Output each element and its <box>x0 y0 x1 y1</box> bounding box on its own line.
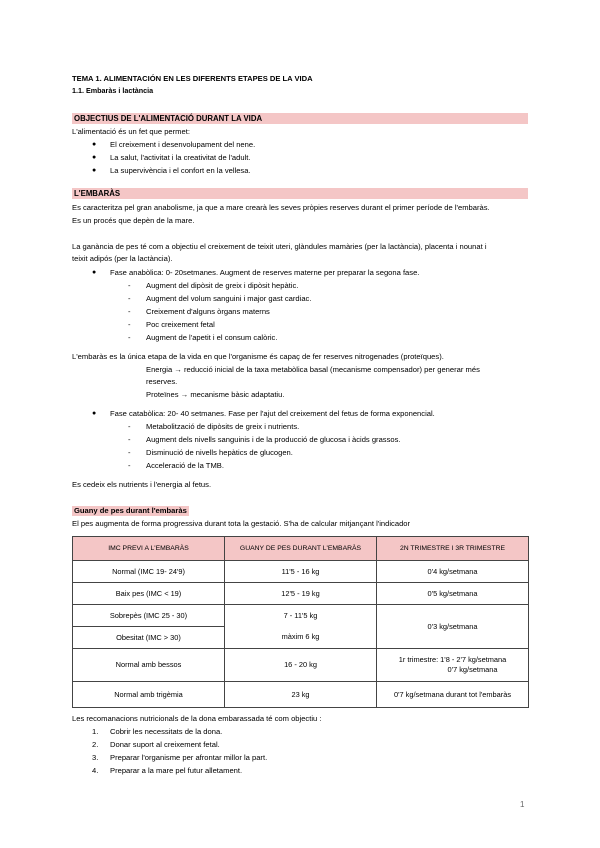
dash-icon: - <box>128 320 131 329</box>
paragraph-line: teixit adipós (per la lactància). <box>72 254 173 263</box>
dash-icon: - <box>128 294 131 303</box>
table-cell: Normal amb trigèmia <box>73 682 225 708</box>
table-cell: Obesitat (IMC > 30) <box>73 627 225 649</box>
dash-icon: - <box>128 333 131 342</box>
objectius-intro: L'alimentació és un fet que permet: <box>72 127 190 136</box>
dash-icon: - <box>128 435 131 444</box>
dash-icon: - <box>128 307 131 316</box>
energia-line: reserves. <box>146 377 178 386</box>
energia-line: Energia → reducció inicial de la taxa metabòlica basal (mecanisme compensador) per generar més <box>146 365 480 374</box>
list-item: Poc creixement fetal <box>146 320 215 329</box>
table-row <box>73 605 529 627</box>
objectius-heading: OBJECTIUS DE L'ALIMENTACIÓ DURANT LA VIDA <box>72 113 528 124</box>
list-item: Augment de l'apetit i el consum calòric. <box>146 333 278 342</box>
table-cell: Normal amb bessos <box>73 649 225 682</box>
document-title: TEMA 1. ALIMENTACIÓN EN LES DIFERENTS ETAPES DE LA VIDA <box>72 74 313 83</box>
proteines-line: Proteïnes → mecanisme bàsic adaptatiu. <box>146 390 285 399</box>
list-item: Cobrir les necessitats de la dona. <box>110 727 223 736</box>
list-number: 1. <box>92 727 99 736</box>
section-subtitle: 1.1. Embaràs i lactància <box>72 86 154 95</box>
recomanacions-intro: Les recomanacions nutricionals de la dona embarassada té com objectiu : <box>72 714 322 723</box>
table-cell-line: 0'7 kg/setmana <box>447 665 498 674</box>
dash-icon: - <box>128 281 131 290</box>
table-cell: Normal (IMC 19- 24'9) <box>73 561 225 583</box>
list-item: Metabolització de dipòsits de greix i nutrients. <box>146 422 300 431</box>
dash-icon: - <box>128 448 131 457</box>
table-cell: 0'7 kg/setmana durant tot l'embaràs <box>377 682 529 708</box>
table-cell: màxim 6 kg <box>225 627 377 649</box>
paragraph-line: Es caracteritza pel gran anabolisme, ja que a mare crearà les seves pròpies reserves durant el primer període de l'embaràs. <box>72 203 490 212</box>
list-item: Preparar a la mare pel futur alletament. <box>110 766 243 775</box>
paragraph-line: L'embaràs es la única etapa de la vida en que l'organisme és capaç de fer reserves nitrogenades (proteïques). <box>72 352 444 361</box>
bullet-icon: ● <box>92 154 97 161</box>
anabolica-label: Fase anabòlica: 0- 20setmanes. Augment de reserves materne per preparar la segona fase. <box>110 268 420 277</box>
list-item: El creixement i desenvolupament del nene. <box>110 140 256 149</box>
list-item: Preparar l'organisme per afrontar millor la part. <box>110 753 268 762</box>
paragraph-line: La ganància de pes té com a objectiu el creixement de teixit uteri, glàndules mamàries (per la lactància), placenta i nounat i <box>72 242 487 251</box>
list-item: Augment del volum sanguini i major gast cardiac. <box>146 294 312 303</box>
list-number: 2. <box>92 740 99 749</box>
table-header: GUANY DE PES DURANT L'EMBARÀS <box>225 537 377 561</box>
paragraph-line: Es cedeix els nutrients i l'energia al fetus. <box>72 480 212 489</box>
table-row <box>73 682 529 708</box>
list-number: 3. <box>92 753 99 762</box>
guany-intro: El pes augmenta de forma progressiva durant tota la gestació. S'ha de calcular mitjançant l'indicador <box>72 519 411 528</box>
table-cell: 16 - 20 kg <box>225 649 377 682</box>
page-number: 1 <box>520 800 525 809</box>
bullet-icon: ● <box>92 410 97 417</box>
list-item: Disminució de nivells hepàtics de glucogen. <box>146 448 293 457</box>
table-cell: 7 - 11'5 kg <box>225 605 377 627</box>
table-header: IMC PREVI A L'EMBARÀS <box>73 537 225 561</box>
table-header: 2N TRIMESTRE I 3R TRIMESTRE <box>377 537 529 561</box>
bullet-icon: ● <box>92 269 97 276</box>
weight-gain-table <box>72 536 529 708</box>
list-item: Augment dels nivells sanguinis i de la producció de glucosa i àcids grassos. <box>146 435 401 444</box>
list-item: Donar suport al creixement fetal. <box>110 740 220 749</box>
table-cell <box>377 649 529 682</box>
table-row <box>73 561 529 583</box>
list-number: 4. <box>92 766 99 775</box>
table-header-row <box>73 537 529 561</box>
list-item: Augment del dipòsit de greix i dipòsit hepàtic. <box>146 281 299 290</box>
table-row <box>73 583 529 605</box>
list-item: Acceleració de la TMB. <box>146 461 224 470</box>
bullet-icon: ● <box>92 167 97 174</box>
dash-icon: - <box>128 422 131 431</box>
paragraph-line: Es un procés que depèn de la mare. <box>72 216 195 225</box>
table-cell: 23 kg <box>225 682 377 708</box>
list-item: La supervivència i el confort en la vellesa. <box>110 166 251 175</box>
guany-heading: Guany de pes durant l'embaràs <box>74 506 187 515</box>
table-row <box>73 649 529 682</box>
table-cell: 11'5 - 16 kg <box>225 561 377 583</box>
table-cell: 0'4 kg/setmana <box>377 561 529 583</box>
table-cell: 12'5 - 19 kg <box>225 583 377 605</box>
table-cell-line: 1r trimestre: 1'8 - 2'7 kg/setmana <box>398 655 507 664</box>
list-item: La salut, l'activitat i la creativitat de l'adult. <box>110 153 251 162</box>
table-cell: 0'5 kg/setmana <box>377 583 529 605</box>
table-cell: Baix pes (IMC < 19) <box>73 583 225 605</box>
dash-icon: - <box>128 461 131 470</box>
table-cell: Sobrepès (IMC 25 - 30) <box>73 605 225 627</box>
list-item: Creixement d'alguns òrgans materns <box>146 307 270 316</box>
bullet-icon: ● <box>92 141 97 148</box>
embaras-heading: L'EMBARÀS <box>72 188 528 199</box>
catabolica-label: Fase catabòlica: 20- 40 setmanes. Fase per l'ajut del creixement del fetus de forma exponencial. <box>110 409 435 418</box>
table-cell: 0'3 kg/setmana <box>377 605 529 649</box>
